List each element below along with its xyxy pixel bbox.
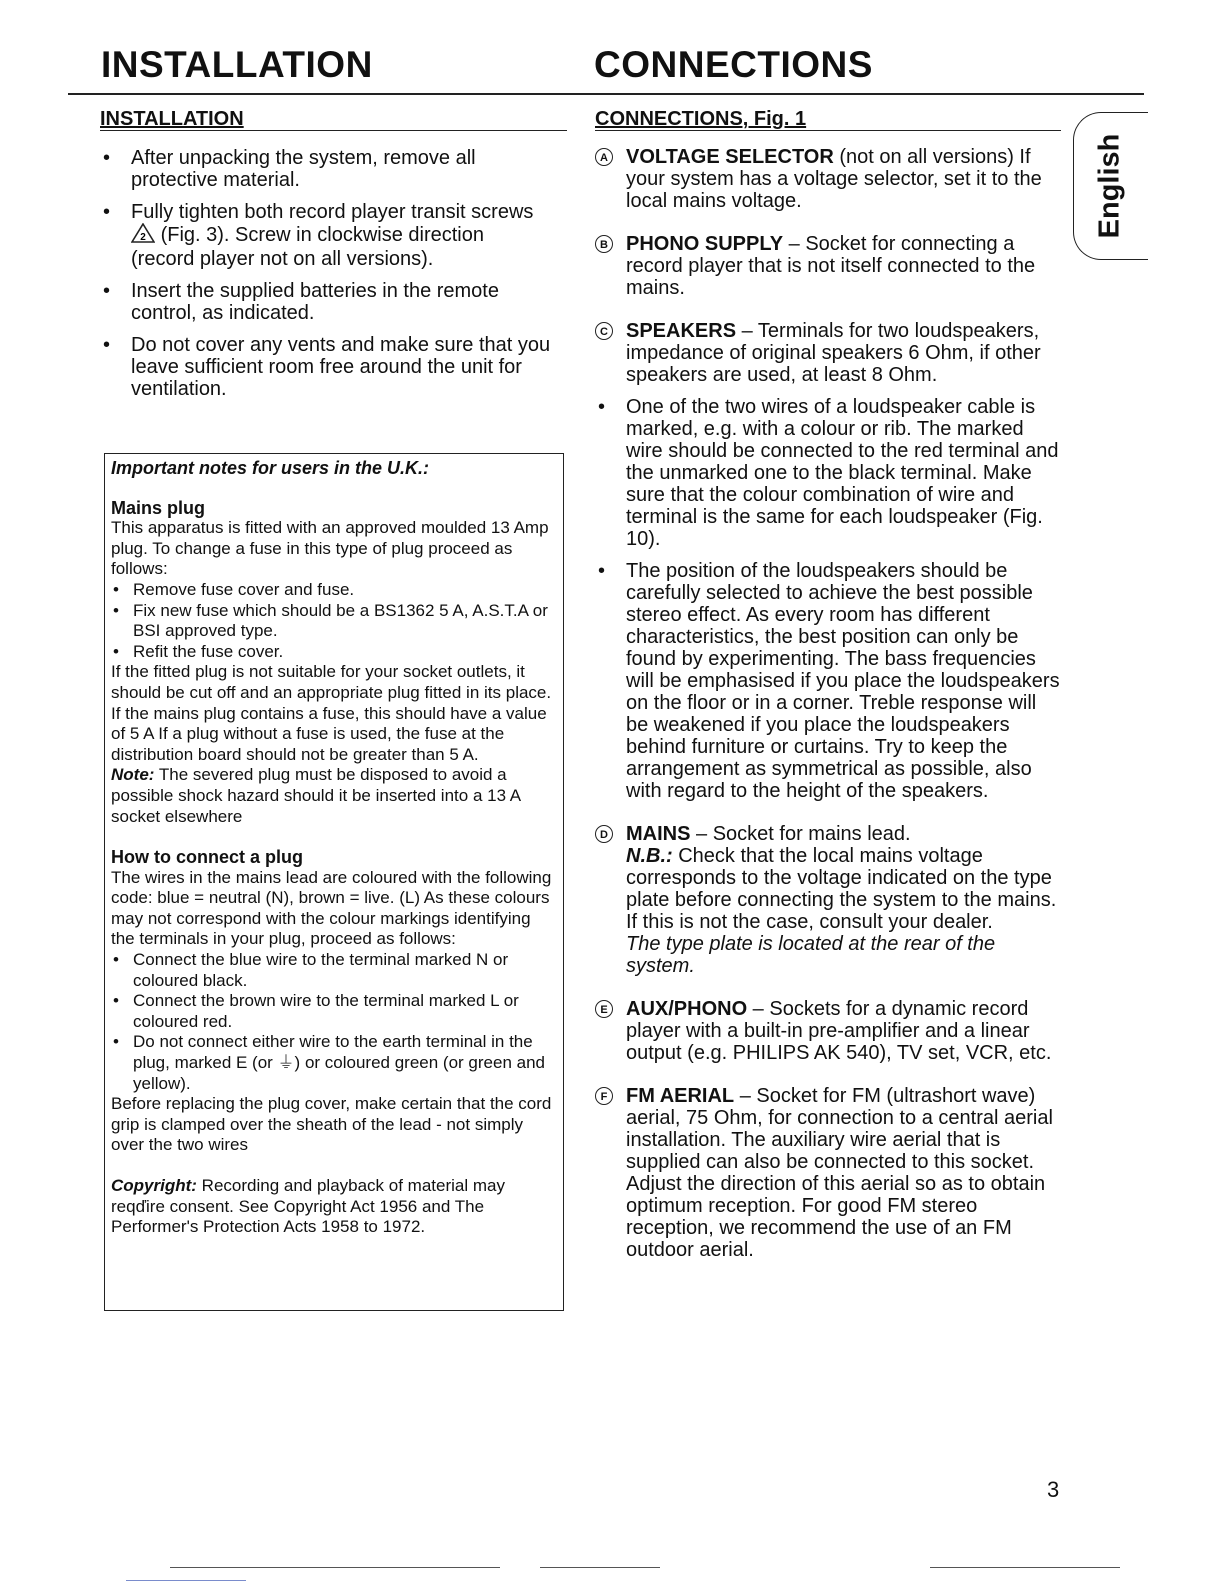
connection-text: – Terminals for two loudspeakers, impedance of original speakers 6 Ohm, if other speakers are used, at least 8 Ohm. (626, 320, 1041, 386)
installation-bullet: • Insert the supplied batteries in the remote control, as indicated. (100, 280, 560, 324)
scan-artifact (126, 1580, 246, 1581)
connection-c (595, 320, 1062, 386)
copyright-label: Copyright: (111, 1176, 197, 1195)
connections-list (595, 146, 1062, 1282)
circle-letter-icon: F (595, 1087, 613, 1105)
list-item: • Fix new fuse which should be a BS1362 5 A, A.S.T.A or BSI approved type. (111, 601, 557, 642)
connect-plug-intro: The wires in the mains lead are coloured with the following code: blue = neutral (N), brown = live. (L) As these colours may not correspond with the colour markings identifying the terminals in your plug, proceed as follows: (111, 867, 552, 949)
installation-bullet: • After unpacking the system, remove all protective material. (100, 147, 560, 191)
speaker-bullet: • One of the two wires of a loudspeaker cable is marked, e.g. with a colour or rib. The marked wire should be connected to the red terminal and the unmarked one to the black terminal. Make sure that the colour combination of wire and terminal is the same for each loudspeaker (Fig. 10). (595, 396, 1062, 550)
note-text: The severed plug must be disposed to avoid a possible shock hazard should it be inserted into a 13 A socket elsewhere (111, 765, 521, 826)
installation-list (100, 147, 560, 410)
connections-heading-rule (595, 130, 1061, 131)
circle-letter-icon: E (595, 1000, 613, 1018)
list-item: • Connect the brown wire to the terminal marked L or coloured red. (111, 991, 557, 1032)
connection-text: – Sockets for a dynamic record player with a built-in pre-amplifier and a linear output (e.g. PHILIPS AK 540), TV set, VCR, etc. (626, 998, 1052, 1064)
connection-f (595, 1085, 1062, 1261)
connection-text: – Socket for FM (ultrashort wave) aerial, 75 Ohm, for connection to a central aerial installation. The auxiliary wire aerial that is supplied can also be connected to this socket. Adjust the direction of this aerial so as to obtain optimum reception. For good FM stereo reception, we recommend the use of an FM outdoor aerial. (626, 1085, 1053, 1261)
warning-triangle-2-icon (131, 223, 155, 248)
copyright-paragraph (111, 1176, 557, 1238)
mains-plug-intro: This apparatus is fitted with an approved moulded 13 Amp plug. To change a fuse in this type of plug proceed as follows: (111, 518, 549, 579)
mains-plug-paragraph: If the mains plug contains a fuse, this should have a value of 5 A If a plug without a fuse is used, the fuse at the distribution board should not be greater than 5 A. (111, 703, 547, 764)
connection-label: MAINS (626, 823, 691, 845)
circle-letter-icon: B (595, 235, 613, 253)
connection-label: PHONO SUPPLY (626, 233, 784, 255)
copyright-text: Recording and playback of material may reqďire consent. See Copyright Act 1956 and The Performer's Protection Acts 1958 to 1972. (111, 1176, 505, 1237)
installation-bullet: • Fully tighten both record player transit screws 2 (Fig. 3). Screw in clockwise direction (record player not on all versions). (100, 201, 560, 270)
note-label: Note: (111, 765, 155, 785)
scan-artifact (930, 1567, 1120, 1568)
connection-label: SPEAKERS (626, 320, 737, 342)
connection-text: (not on all versions) If your system has a voltage selector, set it to the local mains voltage. (626, 146, 1042, 212)
scan-artifact (540, 1567, 660, 1568)
connection-b (595, 233, 1062, 299)
scan-artifact (170, 1567, 500, 1568)
mains-plug-heading: Mains plug (111, 497, 205, 518)
connection-label: FM AERIAL (626, 1085, 735, 1107)
installation-heading-rule (100, 130, 567, 131)
svg-text:2: 2 (140, 232, 146, 243)
connect-plug-heading: How to connect a plug (111, 847, 303, 868)
installation-heading: INSTALLATION (100, 108, 244, 130)
page-number: 3 (1047, 1477, 1060, 1502)
connection-text: – Socket for connecting a record player that is not itself connected to the mains. (626, 233, 1036, 299)
list-item: • Connect the blue wire to the terminal marked N or coloured black. (111, 950, 557, 991)
list-item: • Remove fuse cover and fuse. (111, 580, 557, 601)
note-paragraph (111, 765, 557, 827)
uk-notes-title: Important notes for users in the U.K.: (111, 458, 430, 478)
connection-label: AUX/PHONO (626, 998, 748, 1020)
connection-text: – Socket for mains lead. (690, 823, 911, 845)
installation-bullet: • Do not cover any vents and make sure that you leave sufficient room free around the unit for ventilation. (100, 334, 560, 400)
language-tab-label: English (1093, 133, 1126, 239)
connections-heading: CONNECTIONS, Fig. 1 (595, 108, 807, 130)
list-item: • Refit the fuse cover. (111, 642, 557, 663)
header-rule (68, 93, 1144, 95)
connection-e (595, 998, 1062, 1064)
mains-plug-paragraph: If the fitted plug is not suitable for your socket outlets, it should be cut off and an appropriate plug fitted in its place. (111, 662, 552, 702)
circle-letter-icon: D (595, 825, 613, 843)
nb-label: N.B.: (626, 845, 673, 867)
connections-title: CONNECTIONS (594, 44, 873, 85)
connection-label: VOLTAGE SELECTOR (626, 146, 834, 168)
circle-letter-icon: A (595, 148, 613, 166)
circle-letter-icon: C (595, 322, 613, 340)
connection-d (595, 823, 1062, 977)
nb-italic-text: The type plate is located at the rear of the system. (626, 933, 996, 977)
connection-a (595, 146, 1062, 212)
installation-title: INSTALLATION (101, 44, 373, 85)
list-item: • Do not connect either wire to the earth terminal in the plug, marked E (or ⏚) or coloured green (or green and yellow). (111, 1032, 557, 1094)
speaker-bullet: • The position of the loudspeakers should be carefully selected to achieve the best possible stereo effect. As every room has different characteristics, the best position can only be found by experimenting. The bass frequencies will be emphasised if you place the loudspeakers on the floor or in a corner. Treble response will be weakened if you place the loudspeakers behind furniture or curtains. Try to keep the arrangement as symmetrical as possible, also with regard to the height of the speakers. (595, 560, 1062, 802)
connect-plug-outro: Before replacing the plug cover, make certain that the cord grip is clamped over the sheath of the lead - not simply over the two wires (111, 1094, 552, 1155)
uk-notes-box (104, 453, 564, 1311)
nb-text: Check that the local mains voltage corresponds to the voltage indicated on the type plate before connecting the system to the mains. If this is not the case, consult your dealer. (626, 845, 1057, 933)
